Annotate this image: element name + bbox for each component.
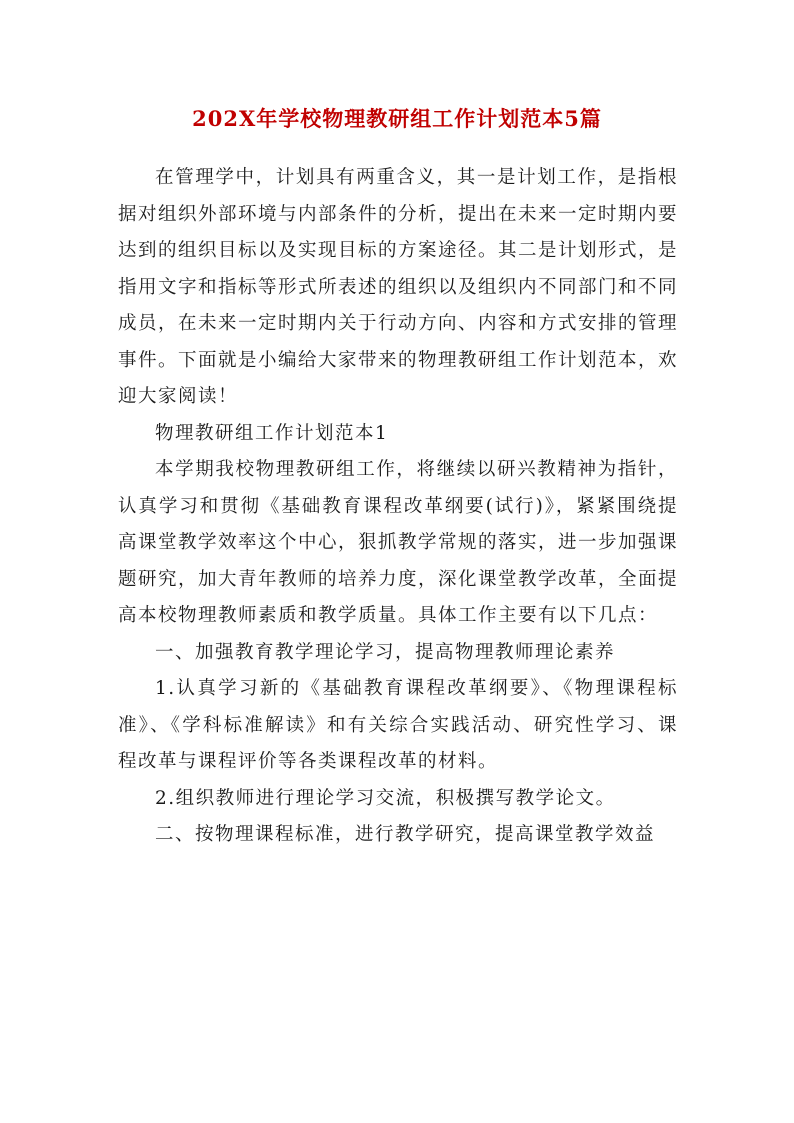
plan-1-overview-paragraph: 本学期我校物理教研组工作，将继续以研兴教精神为指针，认真学习和贯彻《基础教育课程改革纲要(试行)》，紧紧围绕提高课堂教学效率这个中心，狠抓教学常规的落实，进一步加强课题研究，加大青年教师的培养力度，深化课堂教学改革，全面提高本校物理教师素质和教学质量。具体工作主要有以下几点： <box>118 459 679 626</box>
intro-paragraph: 在管理学中，计划具有两重含义，其一是计划工作，是指根据对组织外部环境与内部条件的分析，提出在未来一定时期内要达到的组织目标以及实现目标的方案途径。其二是计划形式，是指用文字和指标等形式所表述的组织以及组织内不同部门和不同成员，在未来一定时期内关于行动方向、内容和方式安排的管理事件。下面就是小编给大家带来的物理教研组工作计划范本，欢迎大家阅读！ <box>118 167 679 407</box>
subsection-heading-1: 一、加强教育教学理论学习，提高物理教师理论素养 <box>155 641 616 663</box>
list-item-2: 2.组织教师进行理论学习交流，积极撰写教学论文。 <box>155 787 616 809</box>
section-heading-plan-1: 物理教研组工作计划范本1 <box>155 422 389 444</box>
subsection-heading-2: 二、按物理课程标准，进行教学研究，提高课堂教学效益 <box>155 824 656 845</box>
document-body <box>118 160 678 854</box>
document-title: 202X年学校物理教研组工作计划范本5篇 <box>192 106 602 131</box>
list-item-1: 1.认真学习新的《基础教育课程改革纲要》、《物理课程标准》、《学科标准解读》和有关综合实践活动、研究性学习、课程改革与课程评价等各类课程改革的材料。 <box>118 678 678 772</box>
